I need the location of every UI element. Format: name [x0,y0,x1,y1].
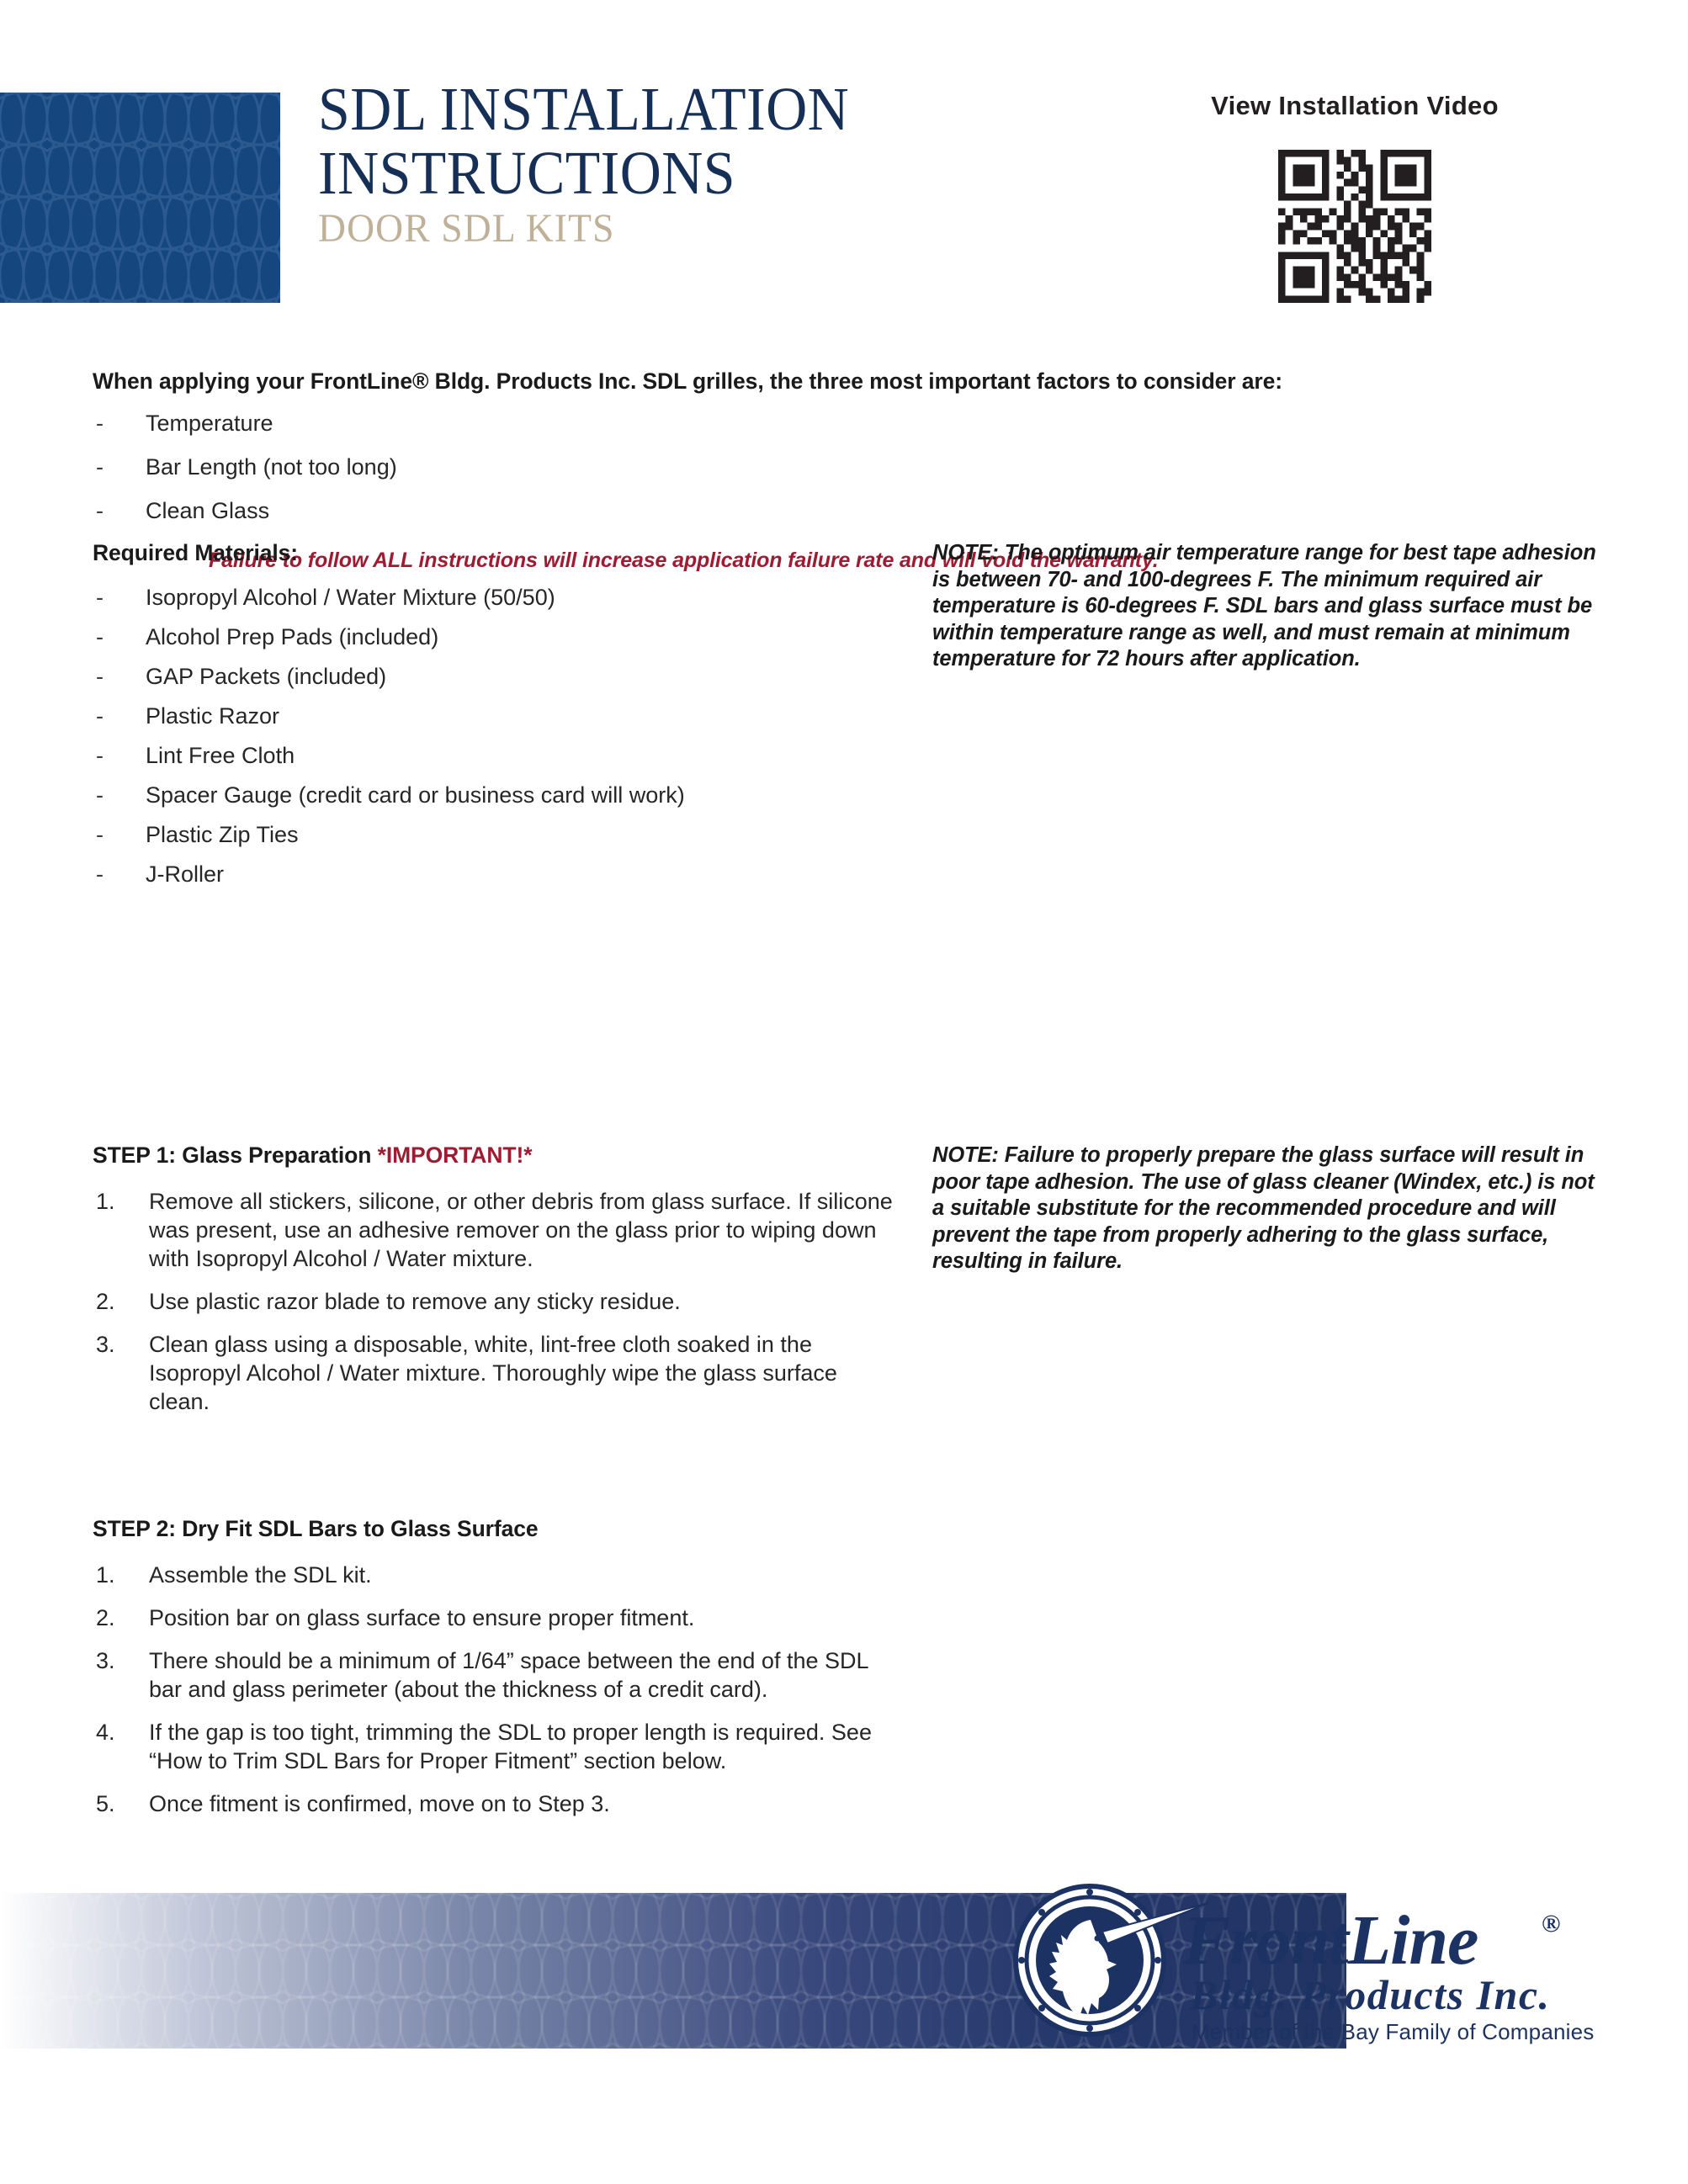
key-factors-list [93,411,397,542]
list-item-label: Alcohol Prep Pads (included) [146,624,439,649]
temperature-note [932,540,1606,673]
required-materials-heading: Required Materials: [93,540,299,565]
header-decorative-pattern [0,93,280,303]
list-item [93,498,397,523]
step-1-section [93,1142,900,1430]
list-item-label: GAP Packets (included) [146,664,387,689]
preparation-note [932,1142,1606,1275]
list-item-label: Isopropyl Alcohol / Water Mixture (50/50) [146,585,555,610]
dash-bullet-icon: - [96,822,104,847]
list-item: Remove all stickers, silicone, or other debris from glass surface. If silicone was present, use an adhesive remover on the glass prior to wiping down with Isopropyl Alcohol / Water mixture. [149,1189,893,1271]
view-installation-video-label: View Installation Video [1211,91,1499,120]
step-2-list [93,1561,900,1818]
required-materials-section [93,540,900,901]
list-item [93,822,900,847]
list-item [93,703,900,729]
list-item [93,664,900,689]
page-title-line-2: INSTRUCTIONS [318,139,735,207]
list-item-label: Lint Free Cloth [146,743,295,768]
dash-bullet-icon: - [96,703,104,729]
warranty-warning-text: Failure to follow ALL instructions will increase application failure rate and will void the warranty. [209,549,1159,572]
page-title-line-1: SDL INSTALLATION [318,75,850,143]
qr-code-icon[interactable] [1161,150,1548,303]
list-item [93,585,900,610]
step-1-heading-main: STEP 1: Glass Preparation [93,1142,378,1168]
dash-bullet-icon: - [96,861,104,887]
page-title [318,77,1075,251]
list-item: Once fitment is confirmed, move on to Step 3. [149,1791,610,1816]
preparation-note-text: NOTE: Failure to properly prepare the glass surface will result in poor tape adhesion. The use of glass cleaner (Windex, etc.) is not a suitable substitute for the recommended procedure and will prevent the tape from properly adhering to the glass surface, resulting in failure. [932,1143,1595,1273]
frontline-logo [1010,1883,1688,2059]
list-item: There should be a minimum of 1/64” space between the end of the SDL bar and glass perimeter (about the thickness of a credit card). [149,1648,868,1702]
list-item [93,782,900,808]
dash-bullet-icon: - [96,782,104,808]
step-2-heading: STEP 2: Dry Fit SDL Bars to Glass Surface [93,1516,539,1541]
svg-text:®: ® [1542,1910,1561,1938]
dash-bullet-icon: - [96,498,104,523]
list-item-label: Bar Length (not too long) [146,454,397,480]
list-item: If the gap is too tight, trimming the SDL to proper length is required. See “How to Trim SDL Bars for Proper Fitment” section below. [149,1720,872,1773]
list-item-label: Plastic Zip Ties [146,822,299,847]
list-item [93,411,397,436]
dash-bullet-icon: - [96,624,104,649]
frontline-wordmark [1182,1901,1594,2044]
temperature-note-text: NOTE: The optimum air temperature range for best tape adhesion is between 70- and 100-degrees F. The minimum required air temperature is 60-degrees F. SDL bars and glass surface must be within temperature range as well, and must remain at minimum temperature for 72 hours after application. [932,541,1596,671]
step-1-list [93,1187,900,1416]
dash-bullet-icon: - [96,411,104,436]
list-item: Use plastic razor blade to remove any sticky residue. [149,1289,681,1314]
dash-bullet-icon: - [96,743,104,768]
list-item [93,624,900,649]
list-item-label: Temperature [146,411,273,436]
list-item [93,743,900,768]
page-footer [0,1893,1688,2049]
list-item-label: Plastic Razor [146,703,280,729]
list-item-label: Clean Glass [146,498,270,523]
step-1-heading-emphasis: *IMPORTANT!* [377,1142,533,1168]
page-header [0,0,1688,328]
list-item [93,861,900,887]
unicorn-shield-logo-icon [1016,1886,1208,2034]
svg-text:Bldg. Products Inc.: Bldg. Products Inc. [1190,1971,1551,2018]
page-subtitle: DOOR SDL KITS [318,206,615,251]
required-materials-list [93,585,900,887]
installation-video-block[interactable] [1161,91,1548,303]
list-item [93,454,397,480]
dash-bullet-icon: - [96,664,104,689]
svg-text:Member of the Bay Family of Co: Member of the Bay Family of Companies [1192,2019,1595,2044]
list-item: Position bar on glass surface to ensure proper fitment. [149,1605,695,1630]
svg-text:FrontLine: FrontLine [1183,1901,1478,1980]
dash-bullet-icon: - [96,585,104,610]
list-item: Assemble the SDL kit. [149,1562,372,1588]
intro-heading: When applying your FrontLine® Bldg. Products Inc. SDL grilles, the three most important factors to consider are: [93,368,1282,394]
step-2-section [93,1516,900,1832]
list-item-label: Spacer Gauge (credit card or business card will work) [146,782,685,808]
list-item-label: J-Roller [146,861,225,887]
list-item: Clean glass using a disposable, white, lint-free cloth soaked in the Isopropyl Alcohol / Water mixture. Thoroughly wipe the glass surface clean. [149,1332,837,1414]
step-1-heading [93,1142,900,1169]
dash-bullet-icon: - [96,454,104,480]
